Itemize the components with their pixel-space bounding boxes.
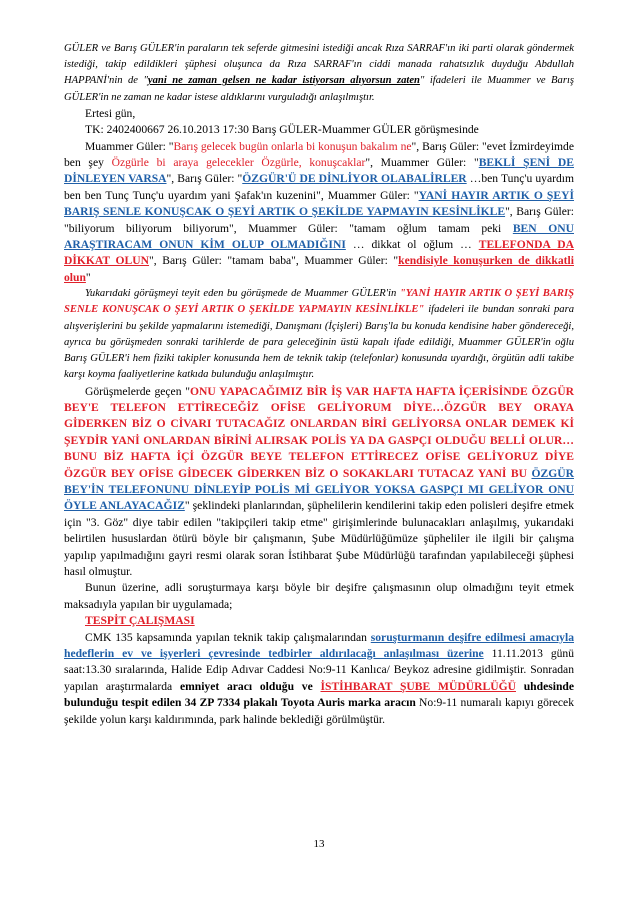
paragraph-1: [64, 41, 574, 106]
text: Yukarıdaki görüşmeyi teyit eden bu görüşmede de Muammer GÜLER'in: [85, 288, 400, 300]
quote-highlight: ÖZGÜR'Ü DE DİNLİYOR OLABALİRLER: [242, 172, 467, 186]
quote-highlight: ÖZGÜR BEY'İN TELEFONUNU DİNLEYİP POLİS Mİ GELİYOR YOKSA GASPÇI MI GELİYOR ONU ÖYLE ANLAYACAĞIZ: [64, 466, 574, 513]
bold-text: uhdesinde bulunduğu tespit edilen 34 ZP 7334 plakalı Toyota Auris marka aracın: [64, 679, 574, 710]
red-bold-text: İSTİHBARAT ŞUBE MÜDÜRLÜĞÜ: [320, 679, 516, 693]
text: 11.11.2013 günü saat:13.30 sıralarında, Halide Edip Adıvar Caddesi No:9-11 Kanlıca/ Beykoz adresine gidilmiştir. Sonradan yapılan araştırmalarda: [64, 647, 575, 693]
underlined-text: soruşturmanın deşifre edilmesi amacıyla hedeflerin ev ve işyerleri çevresinde tedbirler aldırılacağı anlaşılması üzerine: [64, 630, 574, 660]
quote-red: Barış gelecek bugün onlarla bi konuşun bakalım ne: [173, 139, 412, 153]
paragraph-4: [64, 139, 574, 287]
quote-highlight: BEKLİ ŞENİ DE DİNLEYEN VARSA: [64, 156, 574, 186]
text: No:9-11 numaralı kapıyı görecek şekilde yolun karşı kaldırımında, park halinde beklediği görülmüştür.: [64, 696, 574, 726]
page-number: 13: [313, 838, 325, 850]
text: ", Barış Güler: "evet İzmirdeyimde ben şey: [64, 139, 575, 170]
text: …ben Tunç'u uyardım ben ben Tunç Tunç'u uyardım yani Şafak'ın kuzenini", Muammer Güler: ": [64, 172, 574, 202]
paragraph-5: [64, 286, 574, 383]
quote-red-bold: TELEFONDA DA DİKKAT OLUN: [64, 238, 574, 268]
text: ", Barış Güler: "biliyorum biliyorum biliyorum", Muammer Güler: "tamam oğlum tamam peki: [64, 205, 574, 235]
section-heading: [64, 613, 574, 629]
text: " ifadeleri ile Muammer ve Barış GÜLER'in ne zaman ne kadar istese aldıklarını vurguladığı anlaşılmıştır.: [64, 75, 575, 103]
text: GÜLER ve Barış GÜLER'in paraların tek seferde gitmesini istediği ancak Rıza SARRAF'ın iki parti olarak göndermek istediği, takip edildikleri şüphesi oluşunca da Rıza SARRAF'ın ciddi manada rahatsızlık duyduğu Abdullah HAPPANİ'nin de ": [64, 43, 574, 87]
paragraph-9: [64, 630, 574, 728]
bold-text: emniyet aracı olduğu ve: [179, 679, 321, 693]
quote-red: Özgürle bi araya gelecekler Özgürle, konuşcaklar: [111, 156, 366, 170]
text: " şeklindeki planlarından, şüphelilerin kendilerini takip eden polisleri deşifre etmek için "3. Göz" diye tabir edilen "takipçileri takip etme" girişimlerinde bulunacakları anlaşılmış, yukarıdaki belirtilen hususlardan ötürü böyle bir çalışmanın, Şube Müdürlüğümüze şüpheliler ile ilgili bir çalışma yapılıp yapılmadığını gayri resmi olarak soran İstihbarat Şube Müdürlüğü tarafından yapılabileceği şüphesi hasıl olmuştur.: [64, 499, 574, 578]
text: ", Barış Güler: ": [166, 172, 243, 186]
quote-red: "YANİ HAYIR ARTIK O ŞEYİ BARIŞ SENLE KONUŞCAK O ŞEYİ ARTIK O ŞEKİLDE YAPMAYIN KESİNLİKLE": [64, 288, 574, 316]
text: CMK 135 kapsamında yapılan teknik takip çalışmalarından: [85, 630, 371, 644]
quote-red-bold: kendisiyle konuşurken de dikkatli olun: [64, 254, 574, 284]
text: ", Barış Güler: "tamam baba", Muammer Güler: ": [149, 254, 399, 268]
text: Görüşmelerde geçen ": [85, 384, 191, 398]
text: … dikkat ol oğlum …: [345, 238, 479, 252]
heading-text: TESPİT ÇALIŞMASI: [85, 614, 195, 628]
paragraph-7: Bunun üzerine, adli soruşturmaya karşı böyle bir deşifre çalışmasının olup olmadığını teyit etmek maksadıyla yapılan bir uygulamada;: [64, 581, 574, 611]
document-body: [64, 41, 574, 728]
text: ifadeleri ile bundan sonraki para alışverişlerini bu şekilde yapmalarını istemediği, Danışmanı (İçişleri) Barış'la bu konuda kendisine haber göndereceği, ayrıca bu görüşmeden sonraki tarihlerde de para geleceğinin üstü kapalı ifade edildiği, Muammer GÜLER'in oğlu Barış GÜLER'i hem fiziki takipler konusunda hem de teknik takip (telefonlar) konusunda uyardığı, örgütün adli takibe karşı koyma faaliyetlerine katkıda bulunduğu anlaşılmıştır.: [64, 304, 574, 381]
paragraph-6: [64, 384, 574, 581]
text: Muammer Güler: ": [85, 139, 174, 153]
quote-highlight: BEN ONU ARAŞTIRACAM ONUN KİM OLUP OLMADIĞINI: [64, 221, 574, 252]
quote-highlight: YANİ HAYIR ARTIK O ŞEYİ BARIŞ SENLE KONUŞCAK O ŞEYİ ARTIK O ŞEKİLDE YAPMAYIN KESİNLİKLE: [64, 188, 574, 219]
quote-bold: yani ne zaman gelsen ne kadar istiyorsan alıyorsun zaten: [147, 75, 420, 87]
paragraph-2: Ertesi gün,: [85, 106, 136, 120]
text: ": [85, 270, 91, 284]
text: ", Muammer Güler: ": [365, 156, 479, 170]
paragraph-3: TK: 2402400667 26.10.2013 17:30 Barış GÜLER-Muammer GÜLER görüşmesinde: [85, 123, 479, 137]
quote-red-bold: ONU YAPACAĞIMIZ BİR İŞ VAR HAFTA HAFTA İÇERİSİNDE ÖZGÜR BEY'E TELEFON ETTİRECEĞİZ OFİSE GELİYORUM DİYE…ÖZGÜR BEY ORAYA GİDERKEN BİZ O CİVARI TUTACAĞIZ ONLARDAN BİRİ GELİYORSA ONLAR DEMEK Kİ ŞEYDİR YANİ ONLARDAN BİRİNİ ALIRSAK POLİS YA DA GASPÇI OLDUĞU BELLİ OLUR…BUNU BİZ HAFTA İÇİ ÖZGÜR BEYE TELEFON ETTİRECEZ OFİSE GELİYORUZ DİYE ÖZGÜR BEY OFİSE GİDECEK GİDERKEN BİZ O SOKAKLARI TUTACAZ YANİ BU: [64, 384, 574, 480]
